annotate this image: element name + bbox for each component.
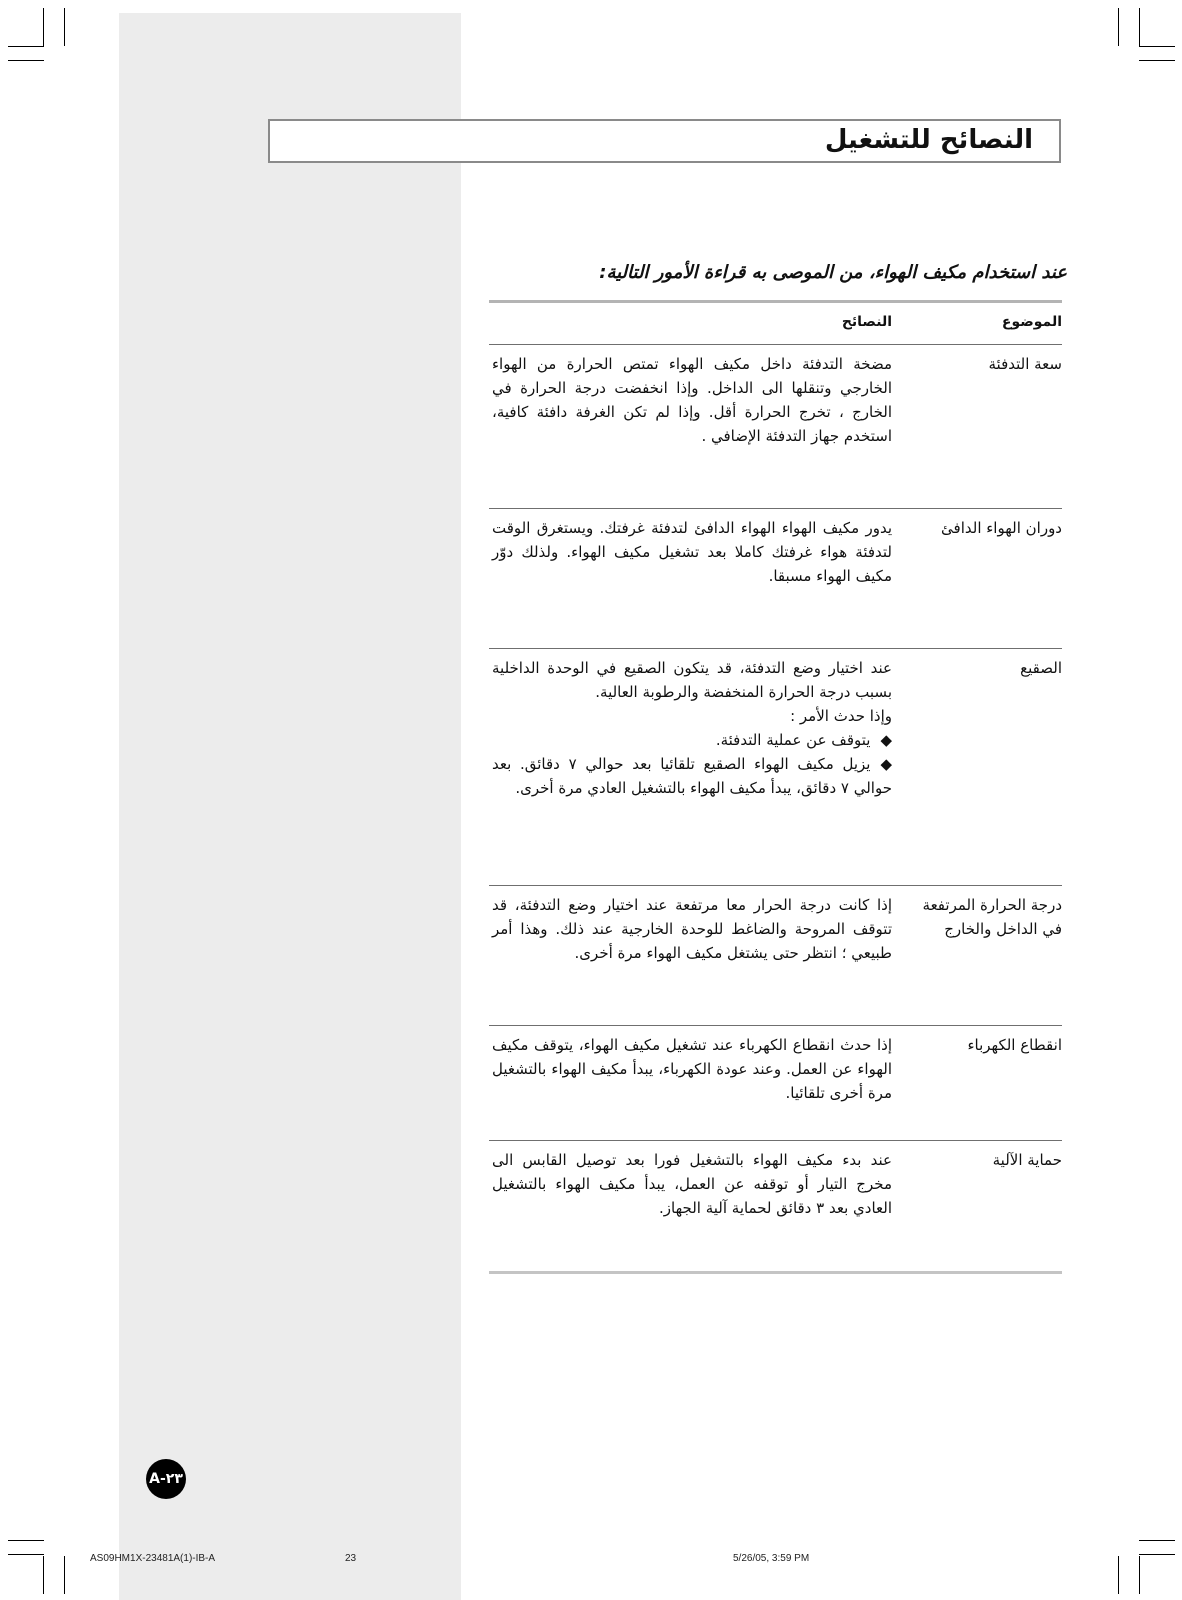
row-tips-power-failure: إذا حدث انقطاع الكهرباء عند تشغيل مكيف الهواء، يتوقف مكيف الهواء عن العمل. وعند عودة الكهرباء، يبدأ مكيف الهواء بالتشغيل مرة أخرى تلقائيا. xyxy=(492,1036,892,1102)
list-item: ◆يتوقف عن عملية التدفئة. xyxy=(492,728,892,752)
row-divider xyxy=(489,1140,1062,1141)
row-tips-warm-air-circulation: يدور مكيف الهواء الهواء الدافئ لتدفئة غرفتك. ويستغرق الوقت لتدفئة هواء غرفتك كاملا بعد تشغيل مكيف الهواء. ولذلك دوّر مكيف الهواء مسبقا. xyxy=(492,519,892,585)
row-topic-heating-capacity: سعة التدفئة xyxy=(988,355,1062,373)
frost-intro-text: عند اختيار وضع التدفئة، قد يتكون الصقيع في الوحدة الداخلية بسبب درجة الحرارة المنخفضة والرطوبة العالية. xyxy=(492,659,892,701)
list-item: ◆يزيل مكيف الهواء الصقيع تلقائيا بعد حوالي ٧ دقائق. بعد حوالي ٧ دقائق، يبدأ مكيف الهواء بالتشغيل العادي مرة أخرى. xyxy=(492,752,892,800)
row-tips-high-temperature: إذا كانت درجة الحرار معا مرتفعة عند اختيار وضع التدفئة، قد تتوقف المروحة والضاغط للوحدة الخارجية عند ذلك. وهذا أمر طبيعي ؛ انتظر حتى يشتغل مكيف الهواء مرة أخرى. xyxy=(492,896,892,962)
row-tips-mechanism-protection: عند بدء مكيف الهواء بالتشغيل فورا بعد توصيل القابس الى مخرج التيار أو توقفه عن العمل، يبدأ مكيف الهواء بالتشغيل العادي بعد ٣ دقائق لحماية آلية الجهاز. xyxy=(492,1151,892,1217)
diamond-icon: ◆ xyxy=(880,731,892,749)
row-topic-high-temperature: درجة الحرارة المرتفعة في الداخل والخارج xyxy=(922,896,1062,938)
page-number-badge: A-٢٣ xyxy=(146,1459,186,1499)
row-divider xyxy=(489,1025,1062,1026)
header-rule xyxy=(489,344,1062,345)
row-topic-warm-air-circulation: دوران الهواء الدافئ xyxy=(941,519,1062,537)
row-tips-frost xyxy=(492,656,892,800)
footer-timestamp: 5/26/05, 3:59 PM xyxy=(733,1553,810,1564)
row-topic-power-failure: انقطاع الكهرباء xyxy=(967,1036,1062,1054)
row-tips-heating-capacity: مضخة التدفئة داخل مكيف الهواء تمتص الحرارة من الهواء الخارجي وتنقلها الى الداخل. وإذا انخفضت درجة الحرارة في الخارج ، تخرج الحرارة أقل. وإذا لم تكن الغرفة دافئة كافية، استخدم جهاز التدفئة الإضافي . xyxy=(492,355,892,445)
frost-condition-text: وإذا حدث الأمر : xyxy=(790,707,892,725)
footer-doc-code: AS09HM1X-23481A(1)-IB-A xyxy=(90,1553,216,1564)
intro-text: عند استخدام مكيف الهواء، من الموصى به قراءة الأمور التالية: xyxy=(599,262,1067,283)
row-divider xyxy=(489,885,1062,886)
table-top-rule xyxy=(489,300,1062,303)
row-divider xyxy=(489,648,1062,649)
row-topic-mechanism-protection: حماية الآلية xyxy=(992,1151,1062,1169)
column-header-topic: الموضوع xyxy=(1001,314,1062,330)
column-header-tips: النصائح xyxy=(841,314,892,330)
gray-margin-band xyxy=(119,13,461,1600)
row-topic-frost: الصقيع xyxy=(1020,659,1062,677)
footer-page-number: 23 xyxy=(345,1553,357,1564)
row-divider xyxy=(489,508,1062,509)
diamond-icon: ◆ xyxy=(880,755,892,773)
title-box xyxy=(268,119,1061,163)
page-title: النصائح للتشغيل xyxy=(824,125,1033,155)
table-bottom-rule xyxy=(489,1271,1062,1274)
